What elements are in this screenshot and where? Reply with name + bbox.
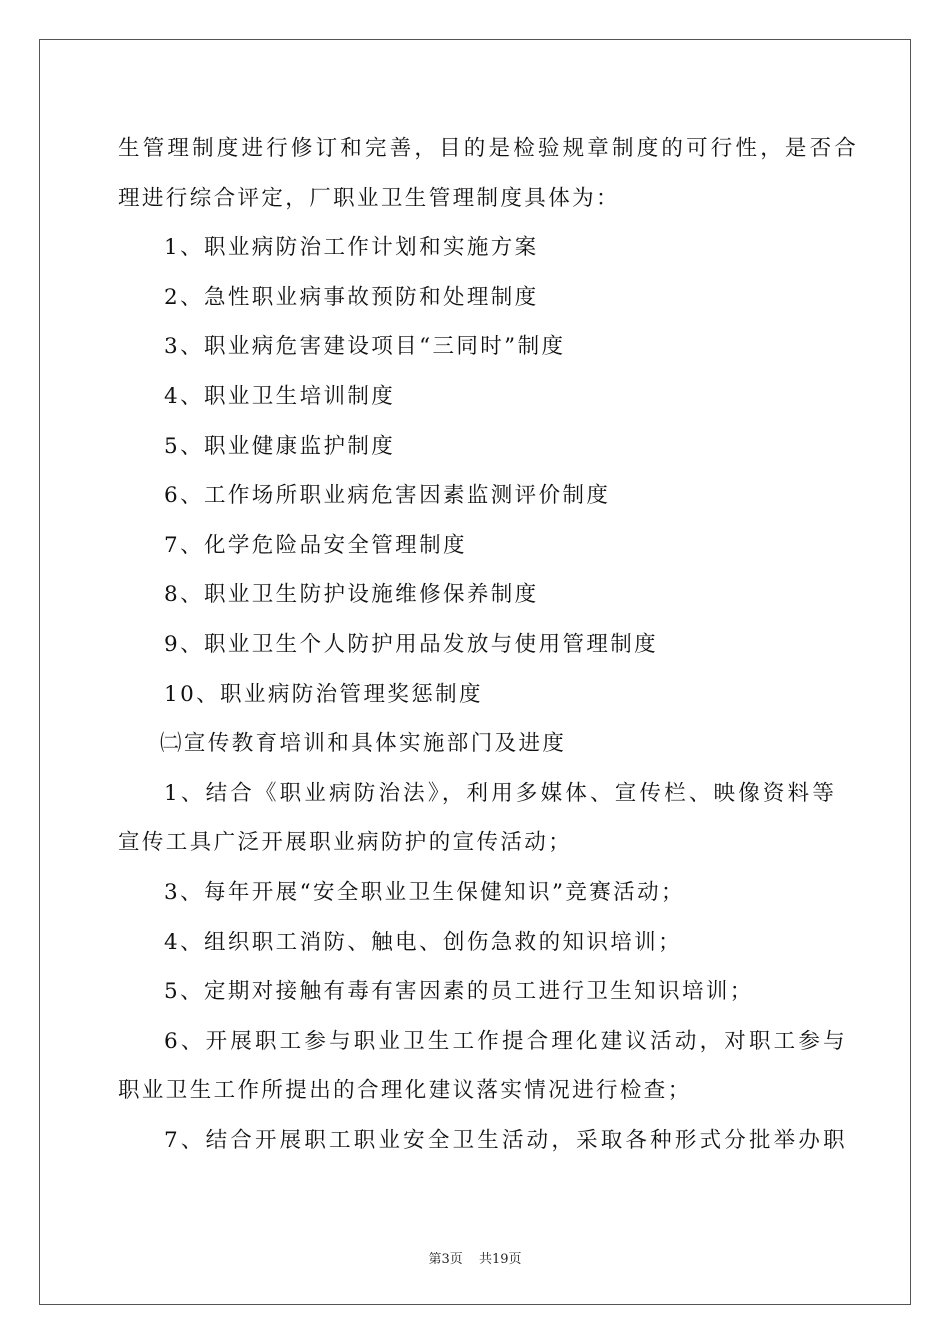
list-item: 10、职业病防治管理奖惩制度 [164, 681, 483, 707]
list-item: 5、定期对接触有毒有害因素的员工进行卫生知识培训； [164, 979, 754, 1005]
paragraph-line: 生管理制度进行修订和完善，目的是检验规章制度的可行性，是否合 [118, 136, 860, 161]
list-item: 4、组织职工消防、触电、创伤急救的知识培训； [164, 929, 682, 955]
paragraph-line: 理进行综合评定，厂职业卫生管理制度具体为： [118, 185, 620, 211]
document-body [118, 124, 860, 1165]
page-total: 共19页 [478, 1252, 522, 1267]
list-item: 9、职业卫生个人防护用品发放与使用管理制度 [164, 631, 659, 657]
list-item: 5、职业健康监护制度 [164, 433, 396, 459]
paragraph-line: 职业卫生工作所提出的合理化建议落实情况进行检查； [118, 1078, 692, 1104]
list-item: 8、职业卫生防护设施维修保养制度 [164, 582, 539, 608]
paragraph-line: 宣传工具广泛开展职业病防护的宣传活动； [118, 830, 573, 856]
list-item: 6、开展职工参与职业卫生工作提合理化建议活动，对职工参与 [164, 1028, 848, 1054]
list-item: 1、职业病防治工作计划和实施方案 [164, 235, 539, 261]
list-item: 3、每年开展“安全职业卫生保健知识”竞赛活动； [164, 879, 685, 905]
list-item: 2、急性职业病事故预防和处理制度 [164, 284, 539, 310]
list-item: 3、职业病危害建设项目“三同时”制度 [164, 334, 566, 360]
page-number: 第3页 [428, 1252, 463, 1267]
page-footer [0, 1248, 950, 1267]
list-item: 4、职业卫生培训制度 [164, 383, 396, 409]
list-item: 7、化学危险品安全管理制度 [164, 532, 467, 558]
section-heading: ㈡宣传教育培训和具体实施部门及进度 [160, 731, 567, 757]
list-item: 7、结合开展职工职业安全卫生活动，采取各种形式分批举办职 [164, 1127, 848, 1153]
list-item: 1、结合《职业病防治法》，利用多媒体、宣传栏、映像资料等 [164, 780, 838, 806]
list-item: 6、工作场所职业病危害因素监测评价制度 [164, 483, 611, 509]
